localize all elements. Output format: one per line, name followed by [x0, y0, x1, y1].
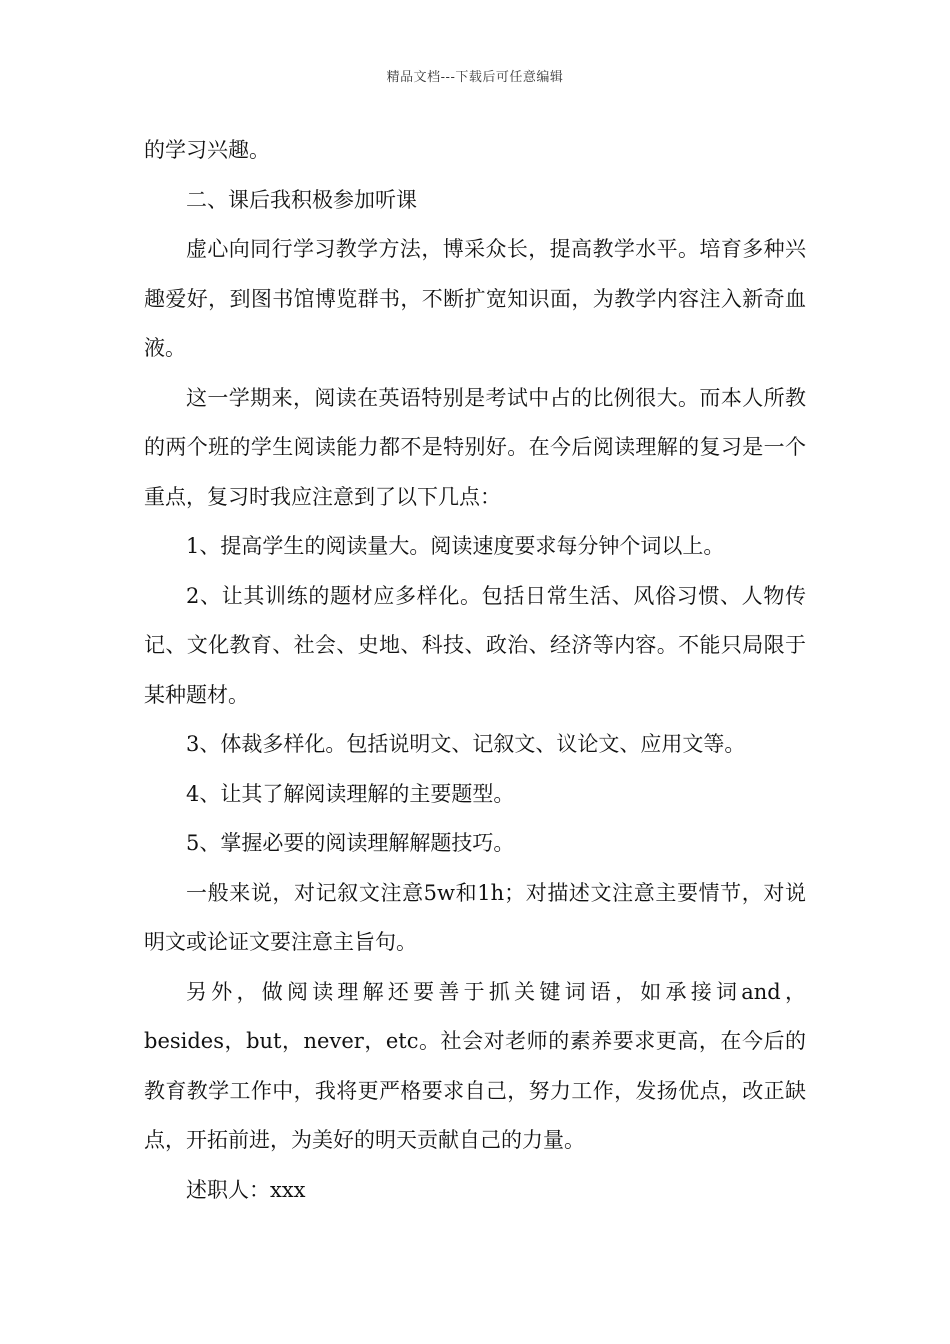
list-item: 5、掌握必要的阅读理解解题技巧。: [186, 831, 515, 855]
paragraph: 一般来说，对记叙文注意5w和1h；对描述文注意主要情节，对说明文或论证文要注意主旨句。: [144, 880, 806, 954]
section-heading: 二、课后我积极参加听课: [186, 187, 417, 212]
document-body: [144, 126, 806, 1215]
paragraph: 虚心向同行学习教学方法，博采众长，提高教学水平。培育多种兴趣爱好，到图书馆博览群书，不断扩宽知识面，为教学内容注入新奇血液。: [144, 237, 806, 360]
page-header: 精品文档---下载后可任意编辑: [386, 70, 564, 85]
list-item: 1、提高学生的阅读量大。阅读速度要求每分钟个词以上。: [186, 534, 725, 558]
paragraph: 另外，做阅读理解还要善于抓关键词语，如承接词and，besides，but，never，etc。社会对老师的素养要求更高，在今后的教育教学工作中，我将更严格要求自己，努力工作，发扬优点，改正缺点，开拓前进，为美好的明天贡献自己的力量。: [144, 979, 806, 1152]
signature-line: 述职人：xxx: [186, 1177, 306, 1202]
list-item: 3、体裁多样化。包括说明文、记叙文、议论文、应用文等。: [186, 732, 746, 756]
paragraph: 这一学期来，阅读在英语特别是考试中占的比例很大。而本人所教的两个班的学生阅读能力都不是特别好。在今后阅读理解的复习是一个重点，复习时我应注意到了以下几点：: [144, 385, 806, 509]
list-item: 2、让其训练的题材应多样化。包括日常生活、风俗习惯、人物传记、文化教育、社会、史地、科技、政治、经济等内容。不能只局限于某种题材。: [144, 583, 806, 707]
list-item: 4、让其了解阅读理解的主要题型。: [186, 781, 515, 806]
paragraph-continuation: 的学习兴趣。: [144, 138, 270, 162]
